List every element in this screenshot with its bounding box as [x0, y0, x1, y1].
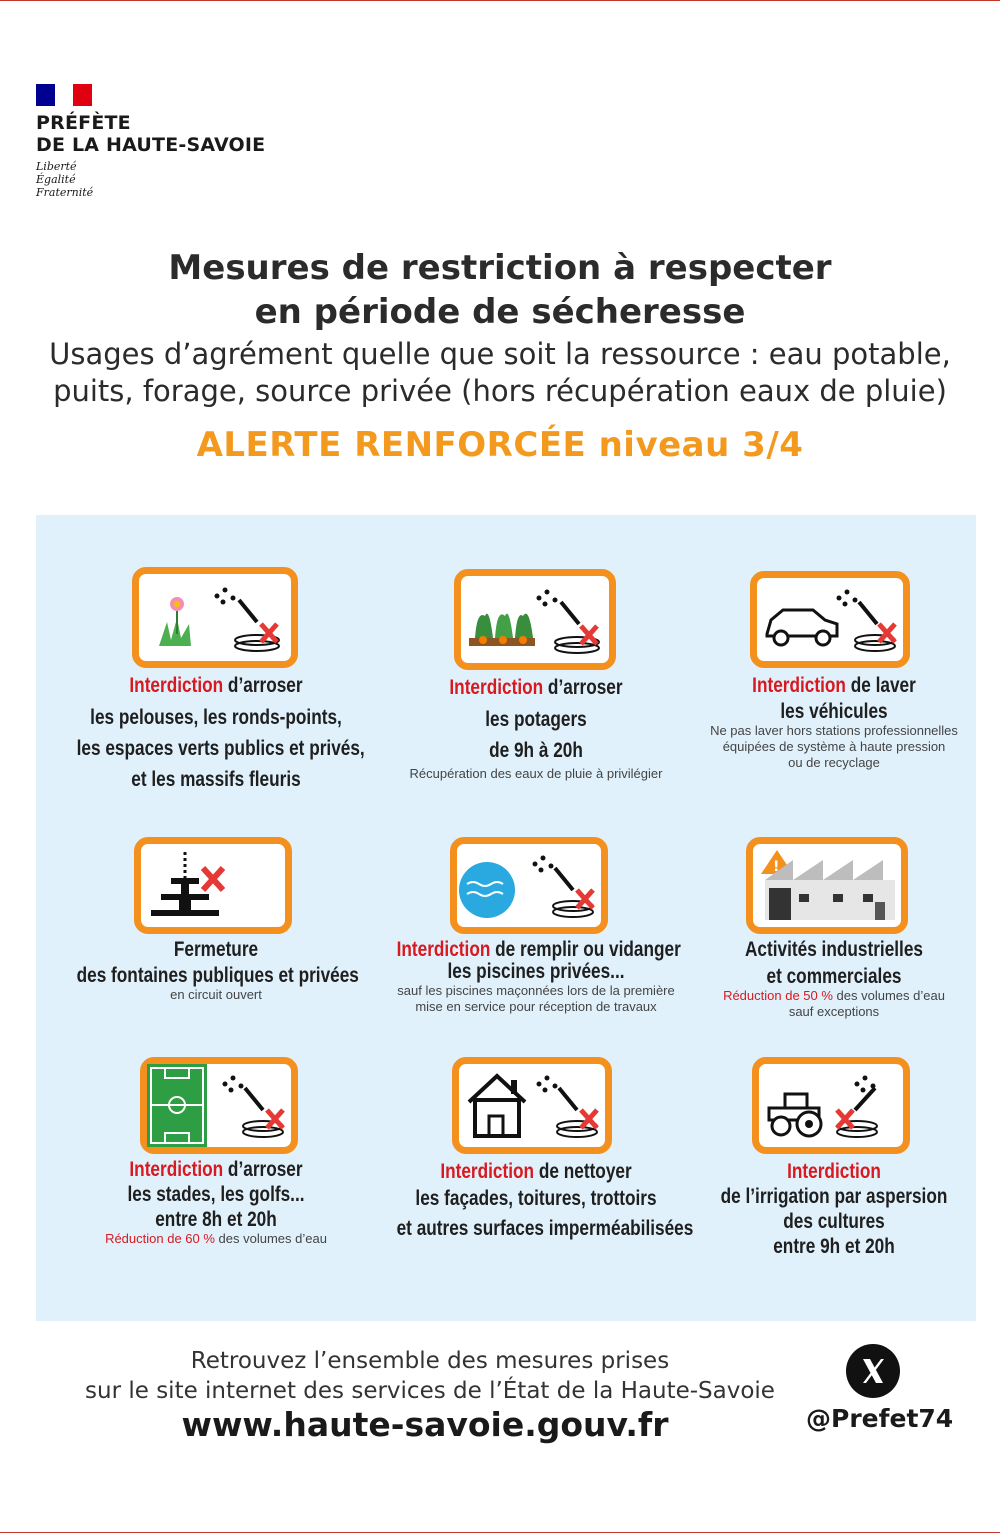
fountain-icon — [134, 837, 292, 934]
card-note: équipées de système à haute pression — [722, 739, 946, 754]
card-line: les stades, les golfs... — [127, 1183, 305, 1206]
alert-level: ALERTE RENFORCÉE niveau 3/4 — [196, 425, 804, 465]
x-handle[interactable]: @Prefet74 — [806, 1404, 954, 1433]
footer-text — [0, 1346, 860, 1406]
vegetable-garden-icon — [454, 569, 616, 670]
measure-card-stadiums — [46, 1055, 386, 1255]
card-line: les espaces verts publics et privés, — [76, 737, 365, 760]
card-line: les façades, toitures, trottoirs — [415, 1187, 657, 1210]
measure-card-irrigation — [666, 1055, 1000, 1275]
card-note: Réduction de 60 % des volumes d’eau — [105, 1231, 327, 1246]
stadium-icon — [140, 1057, 298, 1154]
card-line: des fontaines publiques et privées — [76, 964, 359, 987]
card-line: de 9h à 20h — [489, 739, 583, 762]
card-line: et commerciales — [766, 965, 902, 988]
measure-card-lawns — [46, 567, 386, 807]
house-cleaning-icon — [452, 1057, 612, 1154]
card-line: les potagers — [485, 708, 587, 731]
card-heading: Interdiction — [787, 1160, 881, 1183]
top-border — [0, 0, 1000, 1]
card-line: entre 8h et 20h — [155, 1208, 277, 1231]
car-washing-icon — [750, 571, 910, 668]
card-note: ou de recyclage — [788, 755, 880, 770]
measure-card-vehicles — [666, 567, 1000, 807]
card-note: Ne pas laver hors stations professionnelles — [710, 723, 958, 738]
card-line: les véhicules — [780, 700, 888, 723]
card-line: Activités industrielles — [744, 938, 923, 961]
card-line: entre 9h et 20h — [773, 1235, 895, 1258]
title-line2: en période de sécheresse — [254, 292, 746, 332]
prefecture-logo — [36, 84, 265, 199]
card-heading: Interdiction d’arroser — [449, 676, 623, 699]
card-heading: Interdiction de laver — [752, 674, 916, 697]
motto-egalite: Égalité — [36, 173, 76, 186]
card-note: en circuit ouvert — [170, 987, 262, 1002]
factory-icon — [746, 837, 908, 934]
measure-card-fountains — [46, 835, 386, 1035]
motto-liberte: Liberté — [36, 160, 77, 173]
card-note: sauf les piscines maçonnées lors de la première — [397, 983, 675, 998]
card-note: mise en service pour réception de travaux — [415, 999, 657, 1014]
logo-title — [36, 112, 265, 156]
lawn-watering-icon — [132, 567, 298, 668]
card-note: Récupération des eaux de pluie à privilégier — [409, 766, 663, 781]
website-link[interactable]: www.haute-savoie.gouv.fr — [181, 1405, 669, 1444]
svg-text:!: ! — [773, 859, 780, 875]
title-line1: Mesures de restriction à respecter — [168, 248, 832, 288]
measure-card-industry — [666, 835, 1000, 1035]
x-logo-icon[interactable] — [846, 1344, 900, 1398]
logo-motto — [36, 160, 265, 199]
motto-fraternite: Fraternité — [36, 186, 94, 199]
footer-line1: Retrouvez l’ensemble des mesures prises — [190, 1348, 670, 1374]
logo-title-line2: DE LA HAUTE-SAVOIE — [36, 134, 266, 156]
page-subtitle — [0, 336, 1000, 410]
measure-card-vegetable-garden — [366, 567, 706, 807]
footer-line2: sur le site internet des services de l’État de la Haute-Savoie — [85, 1378, 775, 1404]
card-heading: Interdiction d’arroser — [129, 1158, 303, 1181]
card-line: Fermeture — [173, 938, 259, 961]
card-line: des cultures — [783, 1210, 885, 1233]
card-heading: Interdiction d’arroser — [129, 674, 303, 697]
card-line: et les massifs fleuris — [131, 768, 301, 791]
card-line: de l’irrigation par aspersion — [720, 1185, 948, 1208]
logo-title-line1: PRÉFÈTE — [36, 112, 131, 134]
swimming-pool-icon — [450, 837, 608, 934]
measure-card-house-cleaning — [366, 1055, 706, 1255]
marianne-flag-icon — [36, 84, 92, 106]
card-heading: Interdiction de remplir ou vidanger — [396, 938, 681, 961]
measures-panel — [36, 515, 976, 1321]
subtitle-line1: Usages d’agrément quelle que soit la ressource : eau potable, — [49, 337, 951, 371]
tractor-irrigation-icon — [752, 1057, 910, 1154]
subtitle-line2: puits, forage, source privée (hors récupération eaux de pluie) — [53, 374, 947, 408]
card-heading: Interdiction de nettoyer — [440, 1160, 632, 1183]
card-note: sauf exceptions — [788, 1004, 880, 1019]
card-line: les piscines privées... — [447, 960, 625, 983]
card-line: les pelouses, les ronds-points, — [90, 706, 342, 729]
card-note: Réduction de 50 % des volumes d’eau — [723, 988, 945, 1003]
card-line: et autres surfaces imperméabilisées — [396, 1217, 694, 1240]
measure-card-pools — [366, 835, 706, 1035]
page-title — [0, 246, 1000, 334]
